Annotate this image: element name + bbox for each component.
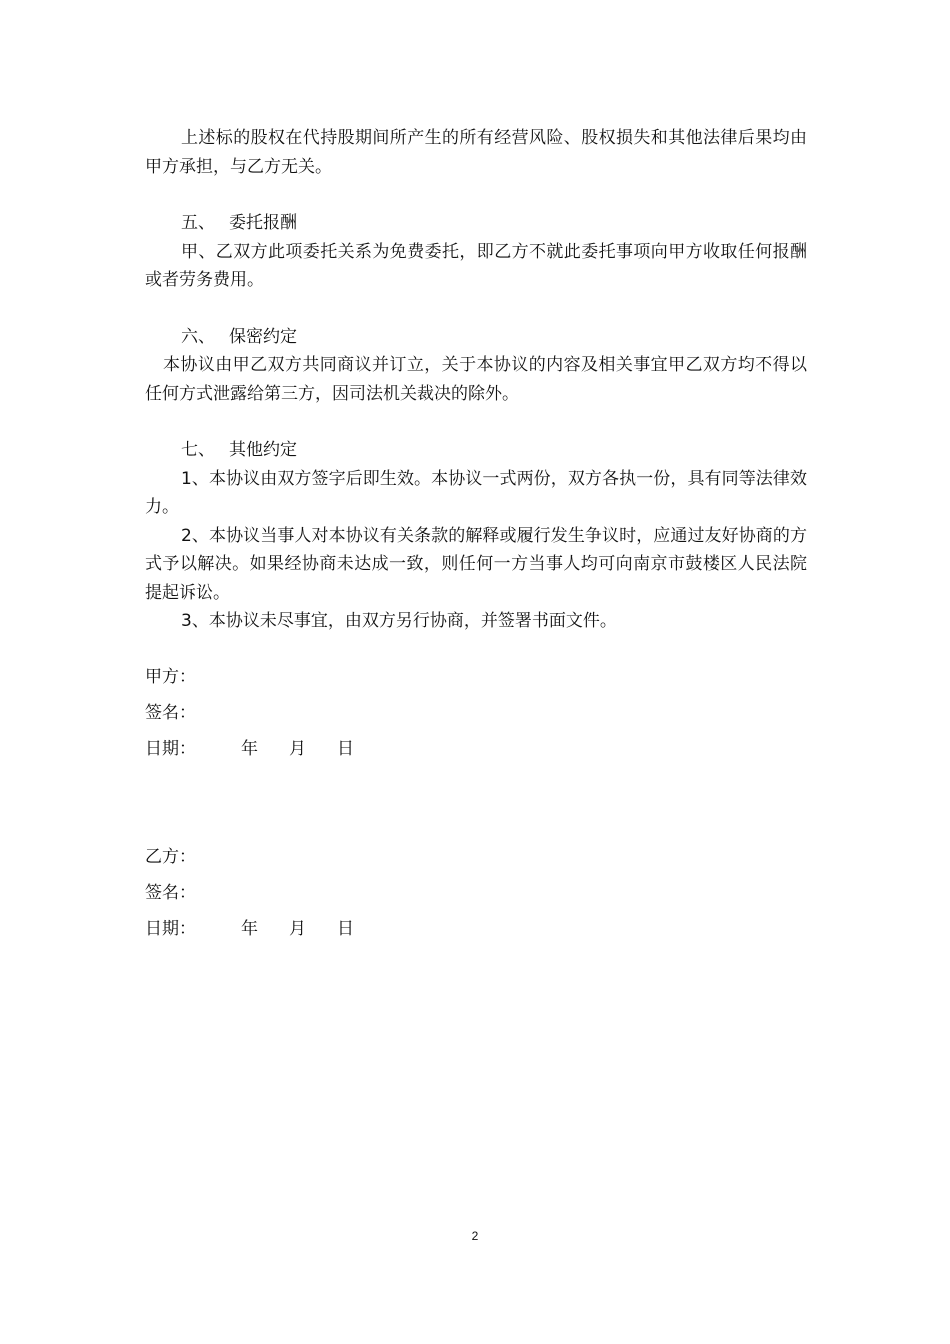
spacer: [145, 408, 807, 436]
risk-paragraph: 上述标的股权在代持股期间所产生的所有经营风险、股权损失和其他法律后果均由甲方承担，与乙方无关。: [145, 128, 807, 177]
section-6-body: 本协议由甲乙双方共同商议并订立，关于本协议的内容及相关事宜甲乙双方均不得以任何方式泄露给第三方，因司法机关裁决的除外。: [145, 355, 807, 404]
section-5-number: 五、: [181, 213, 215, 233]
section-7-item-2: 2、本协议当事人对本协议有关条款的解释或履行发生争议时，应通过友好协商的方式予以解决。如果经协商未达成一致，则任何一方当事人均可向南京市鼓楼区人民法院提起诉讼。: [145, 525, 807, 603]
party-a-year: 年: [241, 739, 258, 759]
party-b-day: 日: [337, 919, 354, 939]
party-a-label: 甲方：: [145, 667, 196, 687]
party-b-year: 年: [241, 919, 258, 939]
spacer: [145, 181, 807, 209]
party-b-month: 月: [289, 919, 306, 939]
agreement-body: [145, 124, 807, 636]
party-a-date-line: [145, 731, 385, 767]
party-b-label: 乙方：: [145, 847, 196, 867]
section-6-number: 六、: [181, 326, 215, 347]
section-6-heading: [145, 323, 807, 352]
party-b-date-label: 日期：: [145, 919, 196, 939]
party-a-date-label: 日期：: [145, 739, 196, 759]
section-7-heading: [145, 436, 807, 465]
party-a-sign-label: 签名：: [145, 703, 196, 723]
section-6-title: 保密约定: [229, 326, 297, 347]
section-7-number: 七、: [181, 440, 215, 460]
section-7-item-3: 3、本协议未尽事宜，由双方另行协商，并签署书面文件。: [181, 611, 617, 631]
party-a-day: 日: [337, 739, 354, 759]
section-5-title: 委托报酬: [229, 213, 297, 233]
section-5-body: 甲、乙双方此项委托关系为免费委托，即乙方不就此委托事项向甲方收取任何报酬或者劳务费用。: [145, 241, 807, 290]
section-7-title: 其他约定: [229, 440, 297, 460]
party-a-signature-block: [145, 659, 385, 767]
section-5-heading: [145, 209, 807, 238]
spacer: [145, 295, 807, 323]
party-b-sign-label: 签名：: [145, 883, 196, 903]
party-b-signature-block: [145, 839, 385, 947]
section-7-item-1: 1、本协议由双方签字后即生效。本协议一式两份，双方各执一份，具有同等法律效力。: [145, 468, 807, 517]
party-b-date-line: [145, 911, 385, 947]
page-number: 2: [471, 1229, 479, 1243]
party-a-month: 月: [289, 739, 306, 759]
